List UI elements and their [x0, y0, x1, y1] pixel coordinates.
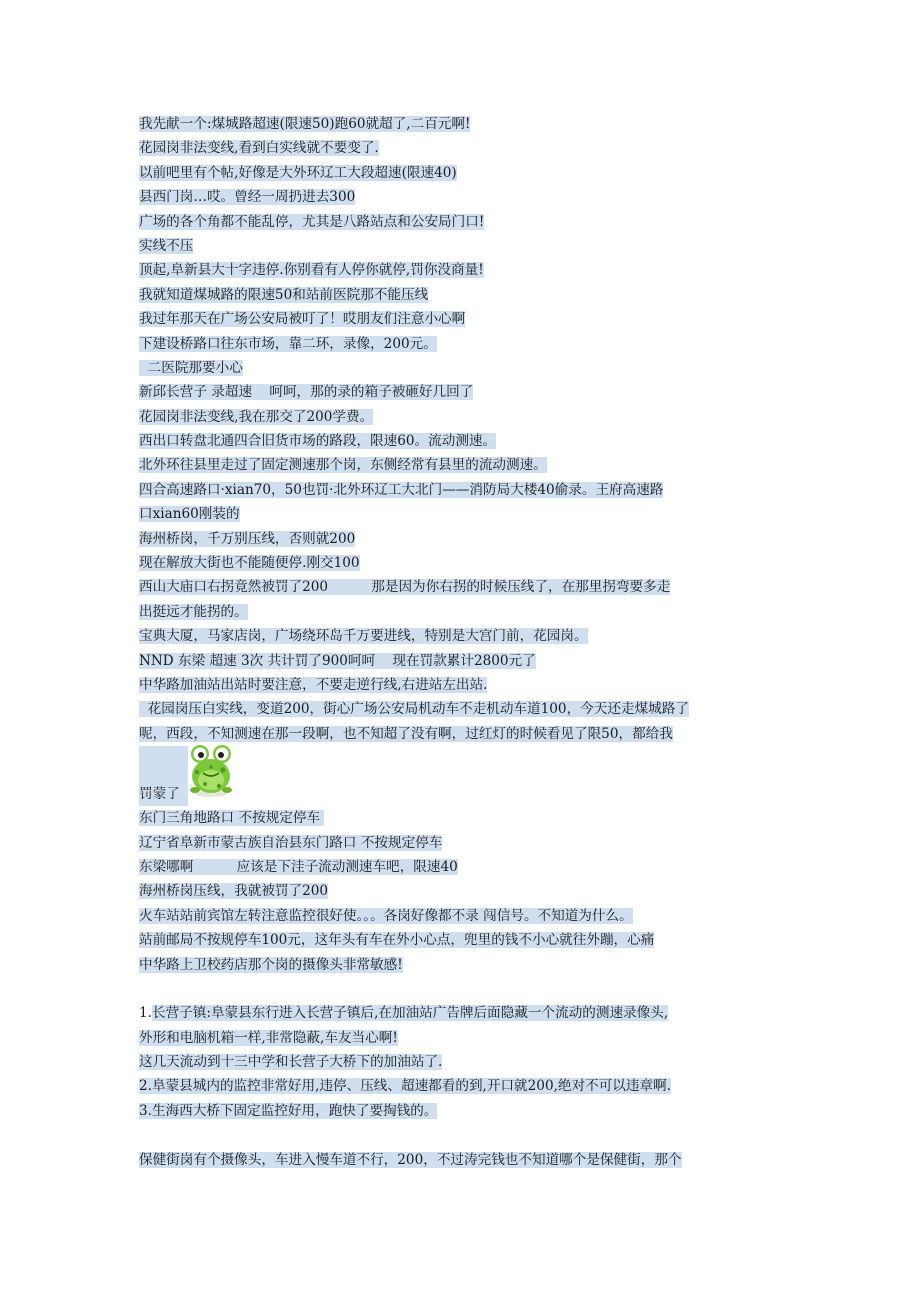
post-body: [139, 112, 789, 1172]
text-line: 广场的各个角都不能乱停，尤其是八路站点和公安局门口!: [139, 213, 485, 230]
text-line: 我过年那天在广场公安局被叮了！哎朋友们注意小心啊: [139, 311, 466, 328]
text-line: 口xian60刚装的: [139, 506, 240, 523]
text-line: 保健街岗有个摄像头，车进入慢车道不行，200，不过涛完钱也不知道哪个是保健街，那个: [139, 1151, 682, 1168]
text-line: 出挺远才能拐的。: [139, 603, 248, 620]
text-line: 我先献一个:煤城路超速(限速50)跑60就超了,二百元啊!: [139, 116, 471, 132]
blank-line: [139, 977, 789, 1001]
text-line: 以前吧里有个帖,好像是大外环辽工大段超速(限速40): [139, 164, 457, 181]
text-line: 呢，西段，不知测速在那一段啊，也不知超了没有啊，过红灯的时候看见了限50，都给我: [139, 725, 673, 742]
text-line: 花园岗压白实线，变道200，街心广场公安局机动车不走机动车道100，今天还走煤城路了: [139, 701, 689, 718]
text-line: 宝典大厦，马家店岗，广场绕环岛千万要进线，特别是大宫门前，花园岗。: [139, 628, 588, 645]
text-line: 花园岗非法变线,看到白实线就不要变了.: [139, 140, 379, 157]
frog-emoticon-icon: [187, 742, 235, 798]
text-line: 二医院那要小心: [139, 359, 243, 376]
text-line: 外形和电脑机箱一样,非常隐蔽,车友当心啊!: [139, 1029, 398, 1046]
text-line: 县西门岗…哎。曾经一周扔进去300: [139, 189, 356, 206]
text-line: 西山大庙口右拐竟然被罚了200 那是因为你右拐的时候压线了，在那里拐弯要多走: [139, 579, 671, 596]
text-line: 站前邮局不按规停车100元，这年头有车在外小心点，兜里的钱不小心就往外蹦，心痛: [139, 932, 655, 949]
emoticon-line-text: 罚蒙了: [139, 786, 180, 803]
text-line: 现在解放大街也不能随便停.刚交100: [139, 555, 360, 572]
text-line: 1.长营子镇:阜蒙县东行进入长营子镇后,在加油站广告牌后面隐藏一个流动的测速录像头,: [139, 1005, 669, 1022]
text-line: 海州桥岗压线，我就被罚了200: [139, 883, 329, 900]
text-line: 海州桥岗，千万别压线，否则就200: [139, 530, 356, 547]
text-line: 东梁哪啊 应该是下洼子流动测速车吧，限速40: [139, 858, 458, 875]
text-line: 四合高速路口·xian70，50也罚·北外环辽工大北门——消防局大楼40偷录。王府高速路: [139, 481, 664, 498]
text-line: 花园岗非法变线,我在那交了200学费。: [139, 408, 374, 425]
text-line: 新邱长营子 录超速 呵呵，那的录的箱子被砸好几回了: [139, 384, 474, 401]
text-line: 中华路上卫校药店那个岗的摄像头非常敏感!: [139, 956, 403, 973]
text-line: 北外环往县里走过了固定测速那个岗，东侧经常有县里的流动测速。: [139, 457, 547, 474]
text-line: 我就知道煤城路的限速50和站前医院那不能压线: [139, 286, 429, 303]
text-line: 3.生海西大桥下固定监控好用，跑快了要掏钱的。: [139, 1102, 438, 1119]
text-line: 下建设桥路口往东市场，靠二环，录像，200元。: [139, 335, 437, 352]
text-line: 辽宁省阜新市蒙古族自治县东门路口 不按规定停车: [139, 834, 443, 851]
text-line: NND 东梁 超速 3次 共计罚了900呵呵 现在罚款累计2800元了: [139, 652, 536, 669]
text-line: 火车站站前宾馆左转注意监控很好使。。。各岗好像都不录 闯信号。不知道为什么。: [139, 907, 633, 924]
text-line: 西出口转盘北通四合旧货市场的路段，限速60。流动测速。: [139, 433, 497, 450]
text-line: 这几天流动到十三中学和长营子大桥下的加油站了.: [139, 1054, 443, 1071]
blank-line: [139, 1123, 789, 1147]
text-line: 中华路加油站出站时要注意，不要走逆行线,右进站左出站.: [139, 676, 488, 693]
emoticon-line: [139, 746, 789, 806]
text-line: 实线不压: [139, 237, 194, 254]
text-line: 顶起,阜新县大十字违停.你别看有人停你就停,罚你没商量!: [139, 262, 484, 279]
text-line: 东门三角地路口 不按规定停车: [139, 810, 325, 827]
text-line: 2.阜蒙县城内的监控非常好用,违停、压线、超速都看的到,开口就200,绝对不可以违章啊.: [139, 1078, 671, 1095]
